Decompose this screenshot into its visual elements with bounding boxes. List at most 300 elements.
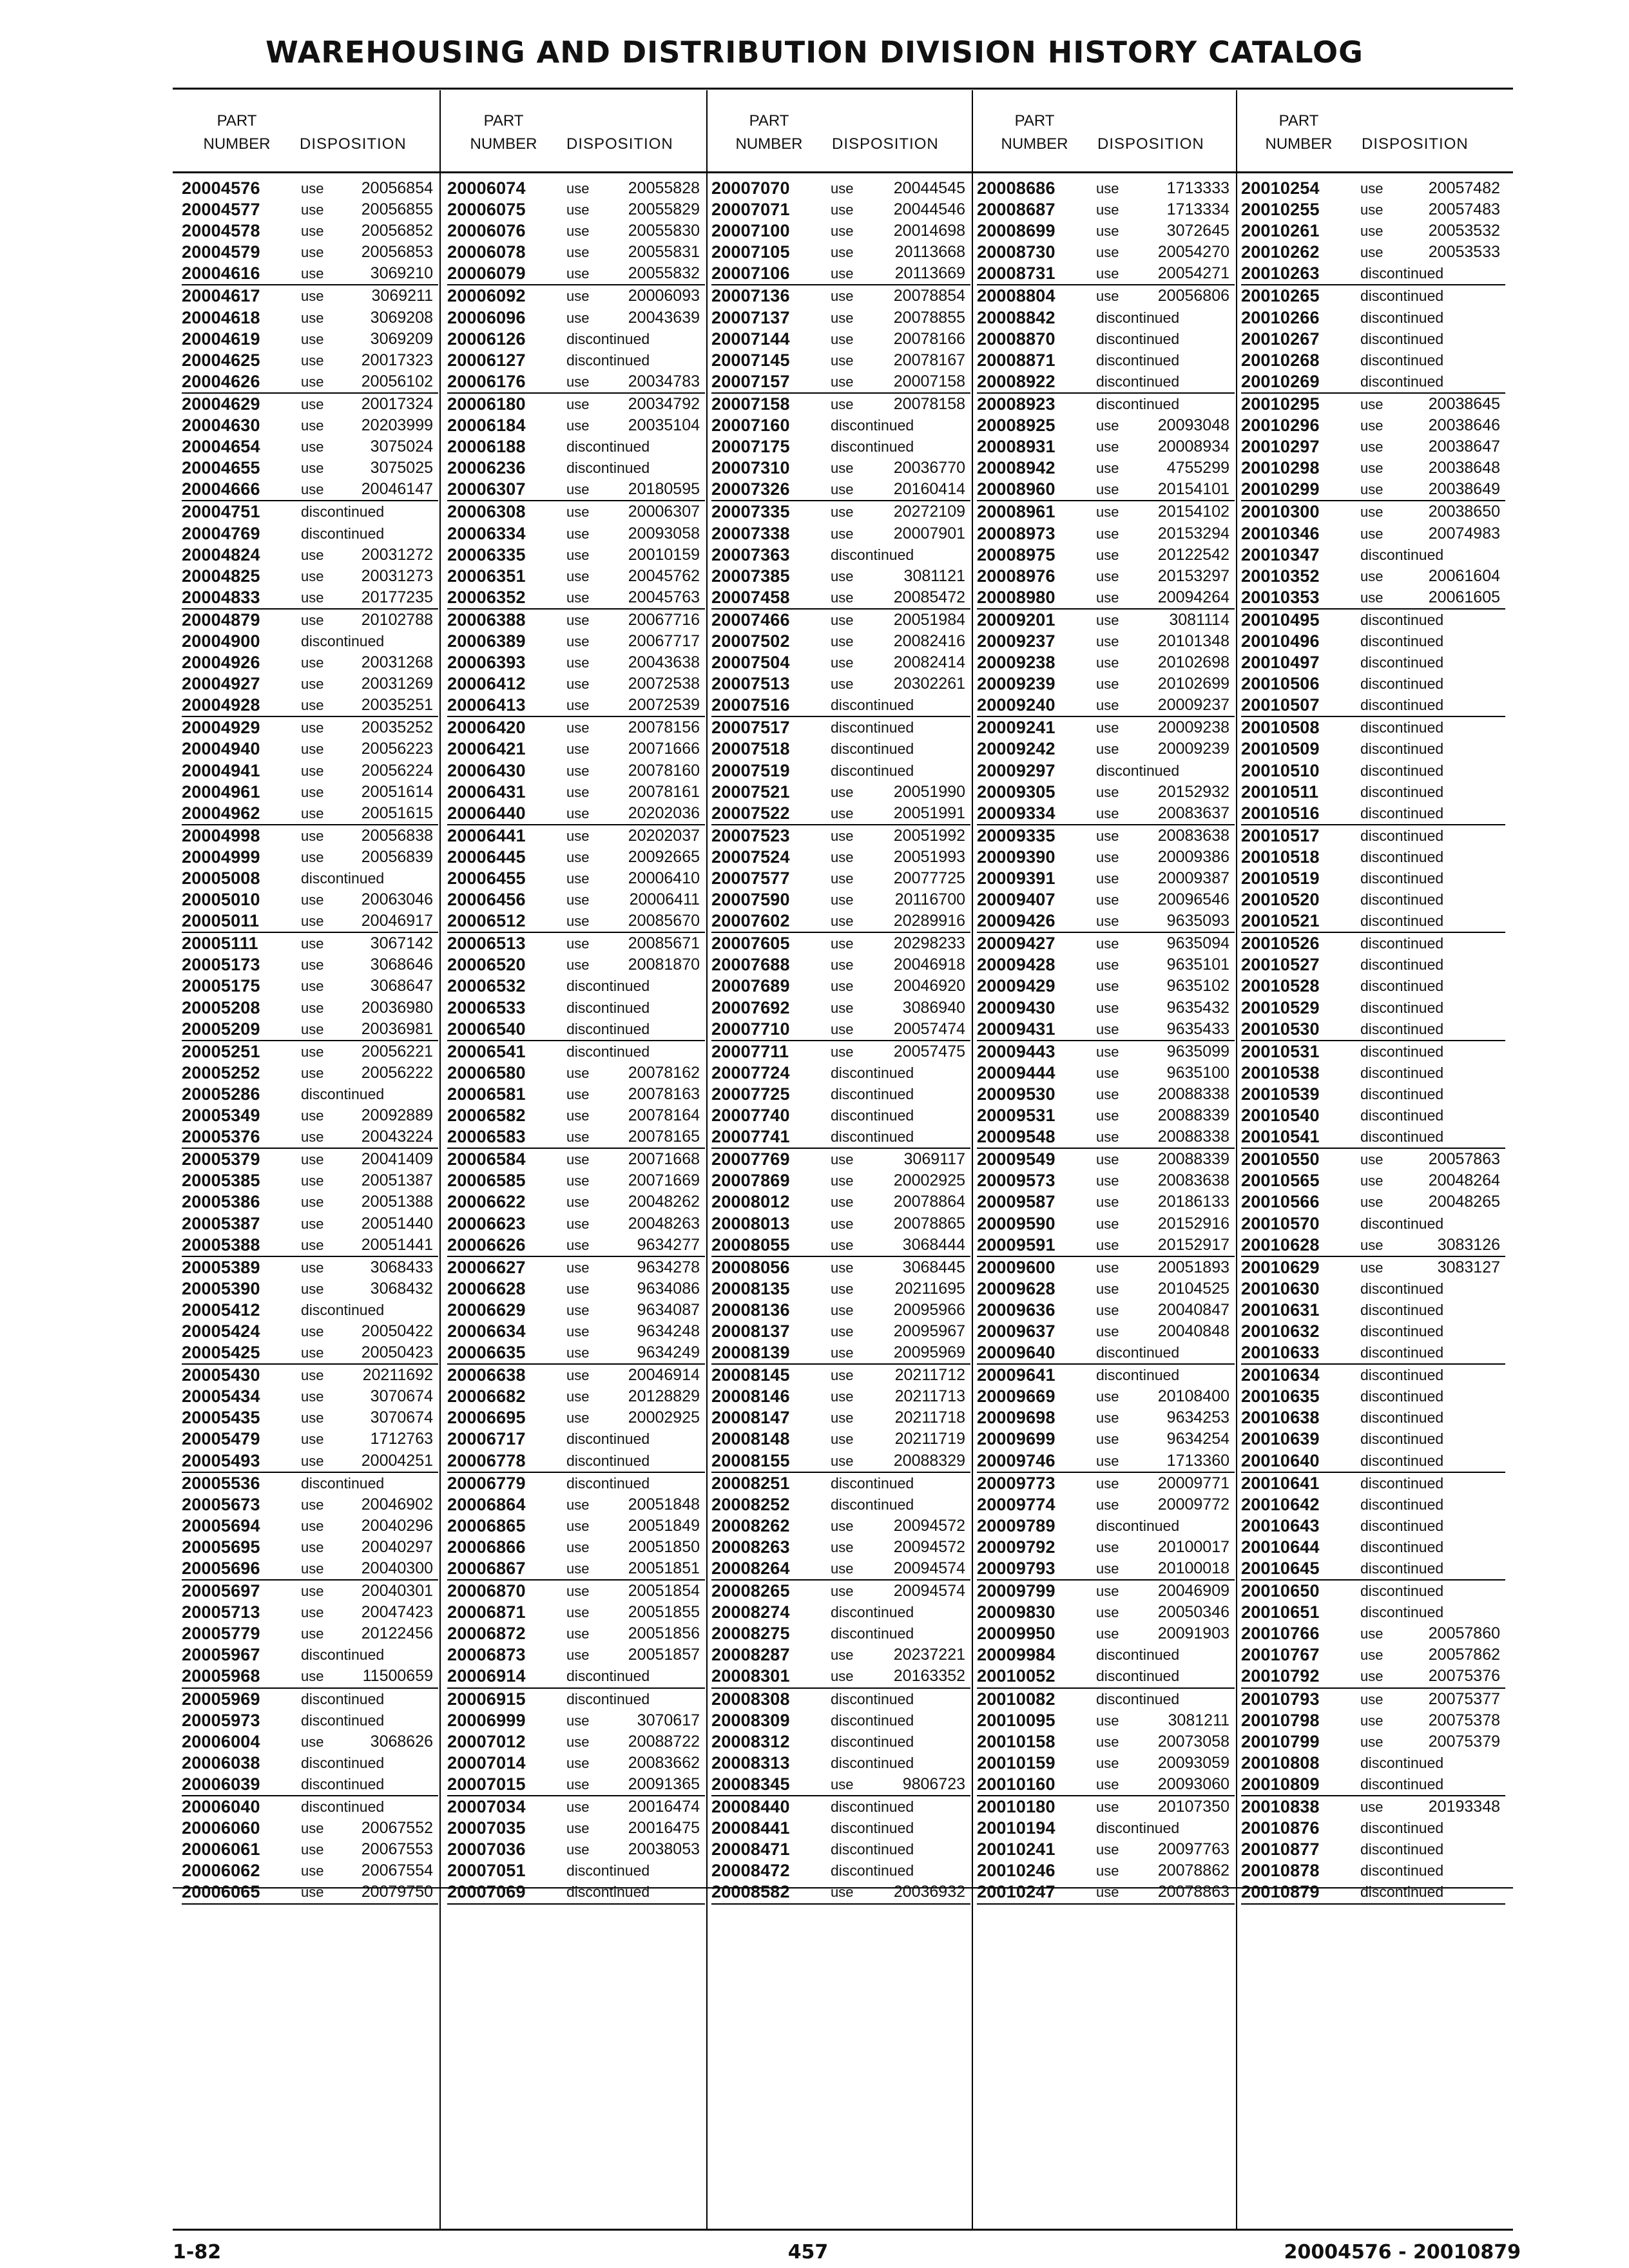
- table-row: [711, 307, 970, 329]
- disposition: [301, 394, 438, 415]
- table-row: [447, 673, 705, 695]
- part-number: 20008870: [977, 329, 1055, 349]
- table-row: [182, 1105, 438, 1126]
- disposition: [566, 1558, 705, 1579]
- replacement-number: 20113668: [894, 243, 965, 262]
- replacement-number: 9634253: [1166, 1408, 1229, 1427]
- table-row: [711, 1710, 970, 1731]
- part-number: 20010838: [1241, 1797, 1320, 1817]
- part-number: 20005779: [182, 1624, 260, 1644]
- disposition: [1360, 329, 1505, 350]
- part-number: 20008139: [711, 1343, 790, 1363]
- part-number: 20007035: [447, 1818, 526, 1838]
- disposition: [1096, 652, 1235, 673]
- table-row: [977, 329, 1235, 350]
- use-label: use: [1096, 913, 1119, 930]
- replacement-number: 20038647: [1428, 437, 1500, 456]
- use-label: use: [1360, 1733, 1383, 1750]
- part-number: 20010632: [1241, 1321, 1320, 1341]
- disposition: [1360, 371, 1505, 392]
- replacement-number: 1712763: [370, 1430, 433, 1448]
- disposition: [301, 1365, 438, 1386]
- disposition: [831, 1407, 970, 1428]
- part-number: 20009431: [977, 1019, 1055, 1039]
- disposition: [301, 1407, 438, 1428]
- table-row: [711, 1407, 970, 1428]
- table-row: [977, 1191, 1235, 1213]
- disposition: [301, 1818, 438, 1839]
- part-number: 20010641: [1241, 1473, 1320, 1493]
- part-number: 20010633: [1241, 1343, 1320, 1363]
- replacement-number: 20061605: [1428, 588, 1500, 606]
- table-row: [182, 1300, 438, 1321]
- table-row: [711, 479, 970, 501]
- disposition: [566, 1062, 705, 1084]
- disposition: [1360, 760, 1505, 782]
- disposition: [1096, 889, 1235, 910]
- use-label: use: [301, 1259, 324, 1276]
- part-number: 20006061: [182, 1840, 260, 1860]
- table-row: [447, 1796, 705, 1818]
- use-label: use: [1096, 783, 1119, 800]
- use-label: use: [566, 697, 590, 714]
- table-row: [711, 1689, 970, 1710]
- replacement-number: 20093059: [1157, 1753, 1229, 1772]
- part-number: 20004833: [182, 587, 260, 607]
- replacement-number: 3069211: [371, 287, 433, 305]
- disposition: [1096, 1774, 1235, 1795]
- disposition: [831, 1818, 970, 1839]
- disposition: [831, 695, 970, 716]
- use-label: use: [1096, 1064, 1119, 1081]
- replacement-number: 20067716: [628, 610, 700, 629]
- use-label: use: [301, 331, 324, 347]
- part-number: 20005969: [182, 1689, 260, 1709]
- replacement-number: 1713334: [1166, 200, 1229, 219]
- disposition: [1096, 1105, 1235, 1126]
- disposition: [831, 1041, 970, 1062]
- use-label: use: [831, 1561, 854, 1577]
- disposition: [566, 933, 705, 954]
- replacement-number: 3070674: [370, 1408, 433, 1427]
- part-number: 20010265: [1241, 286, 1320, 306]
- table-row: [977, 501, 1235, 523]
- disposition: [1096, 371, 1235, 392]
- discontinued-label: discontinued: [1360, 1409, 1444, 1427]
- part-number: 20007769: [711, 1149, 790, 1169]
- part-number: 20010793: [1241, 1689, 1320, 1709]
- disposition: [1096, 178, 1235, 199]
- replacement-number: 20075377: [1428, 1689, 1500, 1708]
- part-number: 20004618: [182, 307, 260, 327]
- replacement-number: 20056853: [361, 243, 433, 262]
- table-row: [977, 1365, 1235, 1386]
- disposition: [1096, 803, 1235, 824]
- part-number: 20006431: [447, 782, 526, 802]
- disposition: [301, 1386, 438, 1407]
- part-number: 20004961: [182, 782, 260, 802]
- part-number: 20008301: [711, 1666, 790, 1686]
- replacement-number: 20051849: [628, 1516, 700, 1535]
- disposition: [1096, 825, 1235, 847]
- disposition: [1096, 1818, 1235, 1839]
- table-row: [447, 1407, 705, 1428]
- replacement-number: 20031273: [361, 566, 433, 585]
- part-number: 20006184: [447, 416, 526, 436]
- discontinued-label: discontinued: [566, 459, 650, 477]
- discontinued-label: discontinued: [831, 1085, 914, 1102]
- use-label: use: [566, 655, 590, 671]
- part-number: 20010520: [1241, 890, 1320, 910]
- disposition: [1096, 673, 1235, 695]
- part-number: 20004927: [182, 674, 260, 694]
- part-number: 20005713: [182, 1602, 260, 1622]
- replacement-number: 20074983: [1428, 524, 1500, 543]
- disposition: [1360, 1084, 1505, 1105]
- disposition: [566, 1407, 705, 1428]
- table-row: [447, 1689, 705, 1710]
- discontinued-label: discontinued: [1360, 1495, 1444, 1513]
- disposition: [301, 1623, 438, 1644]
- disposition: [301, 1558, 438, 1579]
- table-row: [977, 415, 1235, 436]
- discontinued-label: discontinued: [831, 1711, 914, 1729]
- disposition: [1360, 1019, 1505, 1040]
- discontinued-label: discontinued: [831, 1841, 914, 1858]
- replacement-number: 20078854: [893, 287, 965, 305]
- replacement-number: 20298233: [893, 934, 965, 953]
- replacement-number: 20051440: [361, 1214, 433, 1233]
- table-row: [182, 1515, 438, 1537]
- replacement-number: 20007901: [893, 524, 965, 543]
- table-row: [447, 717, 705, 738]
- part-number: 20004824: [182, 544, 260, 564]
- use-label: use: [301, 827, 324, 844]
- table-row: [182, 523, 438, 544]
- disposition: [831, 544, 970, 566]
- part-number: 20010530: [1241, 1019, 1320, 1039]
- replacement-number: 20100018: [1157, 1559, 1229, 1577]
- use-label: use: [566, 1776, 590, 1792]
- disposition: [1096, 457, 1235, 479]
- discontinued-label: discontinued: [1096, 1344, 1180, 1361]
- use-label: use: [831, 611, 854, 628]
- table-row: [182, 1710, 438, 1731]
- part-number: 20010767: [1241, 1645, 1320, 1665]
- disposition: [1360, 1365, 1505, 1386]
- table-row: [447, 1881, 705, 1904]
- table-row: [182, 285, 438, 307]
- replacement-number: 20097763: [1157, 1840, 1229, 1859]
- part-number: 20010052: [977, 1666, 1055, 1686]
- table-row: [711, 566, 970, 587]
- disposition: [831, 1191, 970, 1213]
- table-row: [447, 1213, 705, 1235]
- replacement-number: 9634277: [637, 1235, 700, 1254]
- disposition: [1096, 1213, 1235, 1235]
- part-number: 20010519: [1241, 869, 1320, 888]
- part-number: 20010299: [1241, 479, 1320, 499]
- disposition: [566, 1710, 705, 1731]
- use-label: use: [1096, 1496, 1119, 1513]
- table-row: [711, 1666, 970, 1688]
- table-row: [182, 738, 438, 760]
- replacement-number: 20154101: [1157, 480, 1229, 499]
- use-label: use: [301, 1517, 324, 1534]
- disposition: [566, 350, 705, 371]
- table-row: [182, 1731, 438, 1753]
- use-label: use: [566, 1410, 590, 1427]
- disposition: [1360, 631, 1505, 652]
- replacement-number: 3070617: [637, 1711, 700, 1729]
- table-row: [711, 803, 970, 825]
- table-row: [711, 1881, 970, 1904]
- replacement-number: 20043224: [361, 1128, 433, 1146]
- disposition-label: DISPOSITION: [300, 135, 407, 153]
- replacement-number: 20009772: [1157, 1495, 1229, 1514]
- disposition: [1360, 868, 1505, 889]
- disposition: [1360, 1278, 1505, 1300]
- table-row: [447, 738, 705, 760]
- part-number: 20005111: [182, 934, 258, 954]
- part-number: 20010629: [1241, 1257, 1320, 1277]
- part-number: 20006096: [447, 307, 526, 327]
- part-number: 20009334: [977, 803, 1055, 823]
- part-number: 20010566: [1241, 1192, 1320, 1212]
- disposition: [566, 1689, 705, 1710]
- use-label: use: [1360, 589, 1383, 606]
- use-label: use: [566, 288, 590, 305]
- replacement-number: 20046918: [893, 956, 965, 974]
- replacement-number: 20211712: [894, 1366, 965, 1385]
- table-row: [447, 1450, 705, 1473]
- disposition: [831, 933, 970, 954]
- use-label: use: [1096, 849, 1119, 865]
- replacement-number: 20051993: [893, 847, 965, 866]
- use-label: use: [566, 676, 590, 693]
- disposition: [1360, 1342, 1505, 1363]
- use-label: use: [566, 611, 590, 628]
- part-number: 20007070: [711, 178, 790, 198]
- part-number: 20009830: [977, 1602, 1055, 1622]
- discontinued-label: discontinued: [1360, 804, 1444, 822]
- replacement-number: 20016474: [628, 1798, 700, 1816]
- table-row: [711, 1839, 970, 1860]
- disposition: [831, 1839, 970, 1860]
- disposition: [831, 394, 970, 415]
- disposition: [1360, 457, 1505, 479]
- column-divider: [439, 90, 441, 2229]
- part-number: 20008973: [977, 523, 1055, 543]
- disposition: [831, 1386, 970, 1407]
- part-number: 20007335: [711, 502, 790, 522]
- part-number: 20010645: [1241, 1559, 1320, 1578]
- disposition: [301, 1689, 438, 1710]
- use-label: use: [1096, 504, 1119, 521]
- use-label: use: [1096, 202, 1119, 218]
- replacement-number: 20160414: [893, 480, 965, 499]
- disposition: [301, 1062, 438, 1084]
- discontinued-label: discontinued: [566, 1430, 650, 1448]
- use-label: use: [301, 1496, 324, 1513]
- disposition: [301, 1473, 438, 1494]
- table-row: [447, 631, 705, 652]
- use-label: use: [301, 1367, 324, 1384]
- use-label: use: [566, 373, 590, 390]
- replacement-number: 20002925: [893, 1171, 965, 1190]
- table-row: [711, 695, 970, 717]
- disposition: [566, 1257, 705, 1278]
- table-row: [711, 738, 970, 760]
- table-row: [1241, 1062, 1505, 1084]
- part-number: 20007518: [711, 739, 790, 759]
- part-number: 20008013: [711, 1213, 790, 1233]
- part-number: 20006079: [447, 264, 526, 284]
- discontinued-label: discontinued: [831, 1604, 914, 1621]
- replacement-number: 3081121: [903, 566, 965, 585]
- use-label: use: [1096, 1086, 1119, 1102]
- discontinued-label: discontinued: [1096, 1820, 1180, 1837]
- replacement-number: 20044546: [893, 200, 965, 219]
- part-number: 20006038: [182, 1753, 260, 1773]
- table-row: [711, 1105, 970, 1126]
- replacement-number: 20093048: [1157, 416, 1229, 435]
- disposition: [1096, 910, 1235, 932]
- disposition: [301, 1774, 438, 1795]
- replacement-number: 20044545: [893, 179, 965, 197]
- part-label: PART: [749, 112, 789, 130]
- part-number: 20008263: [711, 1537, 790, 1557]
- table-row: [977, 1213, 1235, 1235]
- table-row: [711, 350, 970, 371]
- table-row: [711, 889, 970, 910]
- replacement-number: 20186133: [1157, 1193, 1229, 1211]
- table-row: [977, 1300, 1235, 1321]
- table-row: [711, 285, 970, 307]
- discontinued-label: discontinued: [1360, 697, 1444, 714]
- part-number: 20010247: [977, 1882, 1055, 1902]
- discontinued-label: discontinued: [831, 1107, 914, 1124]
- table-row: [977, 436, 1235, 457]
- column-header: [713, 111, 970, 162]
- table-row: [182, 1494, 438, 1515]
- replacement-number: 3068647: [370, 977, 433, 995]
- disposition: [566, 1623, 705, 1644]
- table-row: [447, 199, 705, 220]
- discontinued-label: discontinued: [831, 438, 914, 456]
- disposition: [1096, 1342, 1235, 1363]
- replacement-number: 20177235: [361, 588, 433, 606]
- table-row: [182, 1473, 438, 1494]
- table-row: [1241, 975, 1505, 997]
- replacement-number: 20051893: [1157, 1258, 1229, 1276]
- part-number: 20006870: [447, 1581, 526, 1601]
- discontinued-label: discontinued: [1360, 351, 1444, 369]
- table-row: [447, 1062, 705, 1084]
- discontinued-label: discontinued: [1360, 1775, 1444, 1792]
- replacement-number: 20051850: [628, 1537, 700, 1556]
- disposition: [1096, 717, 1235, 738]
- part-label: PART: [1278, 112, 1319, 130]
- part-number: 20005387: [182, 1213, 260, 1233]
- use-label: use: [1096, 244, 1119, 261]
- replacement-number: 20050422: [361, 1321, 433, 1340]
- disposition: [831, 178, 970, 199]
- table-row: [711, 825, 970, 847]
- replacement-number: 20043638: [628, 653, 700, 672]
- replacement-number: 20048264: [1428, 1171, 1500, 1190]
- table-row: [447, 501, 705, 523]
- disposition: [566, 910, 705, 932]
- table-row: [447, 1170, 705, 1191]
- disposition: [566, 1019, 705, 1040]
- table-row: [1241, 1019, 1505, 1041]
- part-number: 20010082: [977, 1689, 1055, 1709]
- use-label: use: [301, 568, 324, 584]
- disposition: [1096, 1428, 1235, 1450]
- table-row: [182, 436, 438, 457]
- table-row: [711, 1149, 970, 1170]
- table-row: [182, 975, 438, 997]
- use-label: use: [1096, 1884, 1119, 1901]
- part-number: 20007385: [711, 566, 790, 586]
- disposition: [566, 178, 705, 199]
- discontinued-label: discontinued: [1360, 309, 1444, 326]
- part-number: 20007869: [711, 1171, 790, 1191]
- table-row: [182, 1623, 438, 1644]
- part-number: 20008135: [711, 1278, 790, 1298]
- table-row: [977, 1774, 1235, 1796]
- table-row: [711, 1623, 970, 1644]
- discontinued-label: discontinued: [1360, 1367, 1444, 1384]
- table-row: [447, 1473, 705, 1494]
- table-row: [1241, 1860, 1505, 1881]
- replacement-number: 20078163: [628, 1084, 700, 1103]
- disposition: [566, 1300, 705, 1321]
- disposition: [1360, 1881, 1505, 1903]
- part-number: 20005425: [182, 1343, 260, 1363]
- table-row: [977, 1731, 1235, 1753]
- table-row: [977, 997, 1235, 1019]
- use-label: use: [831, 1410, 854, 1427]
- disposition: [1096, 1126, 1235, 1148]
- part-number: 20006004: [182, 1731, 260, 1751]
- discontinued-label: discontinued: [301, 632, 385, 649]
- use-label: use: [1096, 1173, 1119, 1189]
- use-label: use: [301, 1236, 324, 1253]
- table-row: [182, 1149, 438, 1170]
- use-label: use: [1360, 202, 1383, 218]
- use-label: use: [831, 936, 854, 952]
- replacement-number: 20046917: [361, 912, 433, 930]
- use-label: use: [831, 309, 854, 326]
- part-number: 20010628: [1241, 1235, 1320, 1254]
- table-row: [977, 760, 1235, 782]
- part-number: 20009426: [977, 911, 1055, 931]
- disposition: [301, 566, 438, 587]
- replacement-number: 9806723: [902, 1774, 965, 1793]
- table-row: [447, 610, 705, 631]
- use-label: use: [1360, 568, 1383, 584]
- disposition: [566, 1602, 705, 1623]
- use-label: use: [566, 1539, 590, 1555]
- discontinued-label: discontinued: [831, 1820, 914, 1837]
- table-row: [977, 1084, 1235, 1105]
- replacement-number: 20051855: [628, 1603, 700, 1622]
- part-number: 20007036: [447, 1840, 526, 1860]
- table-row: [711, 997, 970, 1019]
- part-number: 20008148: [711, 1429, 790, 1449]
